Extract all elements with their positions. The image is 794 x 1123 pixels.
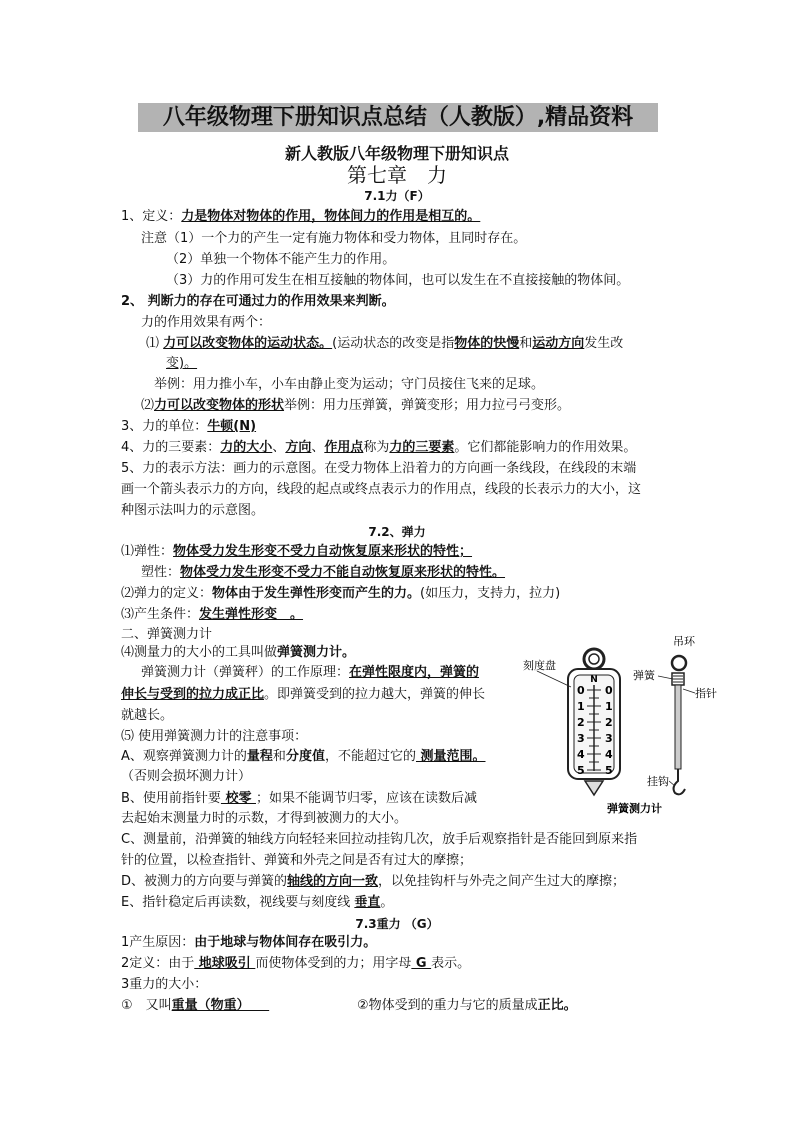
s72-line-plasticity: 塑性：物体受力发生形变不受力不能自动恢复原来形状的特性。 [141,565,506,580]
side-housing [675,685,681,769]
svg-text:2: 2 [605,716,613,729]
s71-line-effects: 力的作用效果有两个： [141,315,272,330]
subtitle: 新人教版八年级物理下册知识点 [284,144,509,163]
s71-line-note1: 注意（1）一个力的产生一定有施力物体和受力物体，且同时存在。 [141,231,527,246]
dial-leader-line [537,671,571,687]
document-banner-title: 八年级物理下册知识点总结（人教版）,精品资料 [138,103,658,132]
s71-line-example: 举例：用力推小车，小车由静止变为运动；守门员接住飞来的足球。 [154,377,545,392]
s71-line-judge: 2、 判断力的存在可通过力的作用效果来判断。 [121,294,395,309]
s72-line-elasticity: ⑴弹性：物体受力发生形变不受力自动恢复原来形状的特性； [121,544,473,559]
s72-line-principle-2: 伸长与受到的拉力成正比。即弹簧受到的拉力越大，弹簧的伸长 [121,687,486,702]
scale-bottom-hook [585,781,603,795]
s72-line-note-a-2: （否则会损坏测力计） [121,769,252,784]
svg-text:5: 5 [577,764,585,777]
dial-label: 刻度盘 [523,659,556,672]
pointer-label: 指针 [695,687,717,700]
s72-line-spring-scale-heading: 二、弹簧测力计 [121,627,213,642]
spring-label: 弹簧 [633,669,655,682]
s72-line-note-b: B、使用前指针要 校零 ；如果不能调节归零，应该在读数后减 [121,791,477,806]
svg-text:2: 2 [577,716,585,729]
s71-line-effect1: ⑴ 力可以改变物体的运动状态。(运动状态的改变是指物体的快慢和运动方向发生改 [146,336,624,351]
s73-line-definition: 2定义：由于 地球吸引 而使物体受到的力；用字母 G 表示。 [121,956,471,971]
svg-text:0: 0 [605,684,613,697]
s72-line-note-d: D、被测力的方向要与弹簧的轴线的方向一致，以免挂钩杆与外壳之间产生过大的摩擦； [121,874,626,889]
s72-line-elastic-force: ⑵弹力的定义：物体由于发生弹性形变而产生的力。(如压力，支持力，拉力) [121,586,561,601]
chapter-title: 第七章 力 [347,163,447,187]
section-7-2-title: 7.2、弹力 [368,525,426,539]
svg-text:4: 4 [577,748,585,761]
s71-line-effect2: ⑵力可以改变物体的形状举例：用力压弹簧，弹簧变形；用力拉弓弓变形。 [141,398,571,413]
s71-line-note2: （2）单独一个物体不能产生力的作用。 [166,252,396,267]
svg-text:4: 4 [605,748,613,761]
s71-line-three-elements: 4、力的三要素：力的大小、方向、作用点称为力的三要素。它们都能影响力的作用效果。 [121,440,637,455]
s72-line-condition: ⑶产生条件：发生弹性形变 。 [121,607,304,622]
s71-line-representation: 5、力的表示方法：画力的示意图。在受力物体上沿着力的方向画一条线段，在线段的末端 [121,461,637,476]
s72-line-principle-3: 就越长。 [121,708,174,723]
ring-label: 吊环 [673,635,695,648]
svg-text:1: 1 [577,700,585,713]
s72-line-principle: 弹簧测力计（弹簧秤）的工作原理：在弹性限度内，弹簧的 [141,665,480,680]
s72-line-note-a: A、观察弹簧测力计的量程和分度值，不能超过它的 测量范围。 [121,749,486,764]
section-7-3-title: 7.3重力 （G） [355,917,439,931]
svg-text:3: 3 [605,732,613,745]
s71-line-note3: （3）力的作用可发生在相互接触的物体间，也可以发生在不直接接触的物体间。 [166,273,630,288]
s72-line-note-c-2: 针的位置，以检查指针、弹簧和外壳之间是否有过大的摩擦； [121,853,473,868]
s71-line-representation-2: 画一个箭头表示力的方向，线段的起点或终点表示力的作用点，线段的长表示力的大小，这 [121,482,642,497]
s71-line-unit: 3、力的单位：牛顿(N) [121,419,257,434]
s72-line-note-b-2: 去起始末测量力时的示数，才得到被测力的大小。 [121,811,408,826]
s72-line-note-c: C、测量前，沿弹簧的轴线方向轻轻来回拉动挂钩几次，放手后观察指针是否能回到原来指 [121,832,638,847]
svg-text:1: 1 [605,700,613,713]
hanging-ring [672,656,686,670]
s71-line-representation-3: 种图示法叫力的示意图。 [121,503,265,518]
svg-text:5: 5 [605,764,613,777]
svg-text:3: 3 [577,732,585,745]
spring-scale-diagram [523,631,717,817]
svg-text:0: 0 [577,684,585,697]
s72-line-notes-heading: ⑸ 使用弹簧测力计的注意事项： [121,729,308,744]
scale-unit-label: N [590,675,598,685]
spring-scale-figure [523,631,717,817]
side-hook [674,769,685,794]
s71-line-definition: 1、定义：力是物体对物体的作用，物体间力的作用是相互的。 [121,209,481,224]
section-7-1-title: 7.1力（F） [364,189,430,203]
s72-line-note-e: E、指针稳定后再读数，视线要与刻度线 垂直。 [121,895,394,910]
hook-label: 挂钩 [647,775,669,788]
s73-line-proportion: ②物体受到的重力与它的质量成正比。 [357,998,577,1013]
s72-line-tool: ⑷测量力的大小的工具叫做弹簧测力计。 [121,645,356,660]
s73-line-weight: ① 又叫重量（物重） [121,998,270,1013]
s73-line-cause: 1产生原因：由于地球与物体间存在吸引力。 [121,935,377,950]
s73-line-magnitude: 3重力的大小： [121,977,208,992]
figure-caption: 弹簧测力计 [607,802,662,815]
s71-line-effect1-cont: 变)。 [166,356,198,371]
